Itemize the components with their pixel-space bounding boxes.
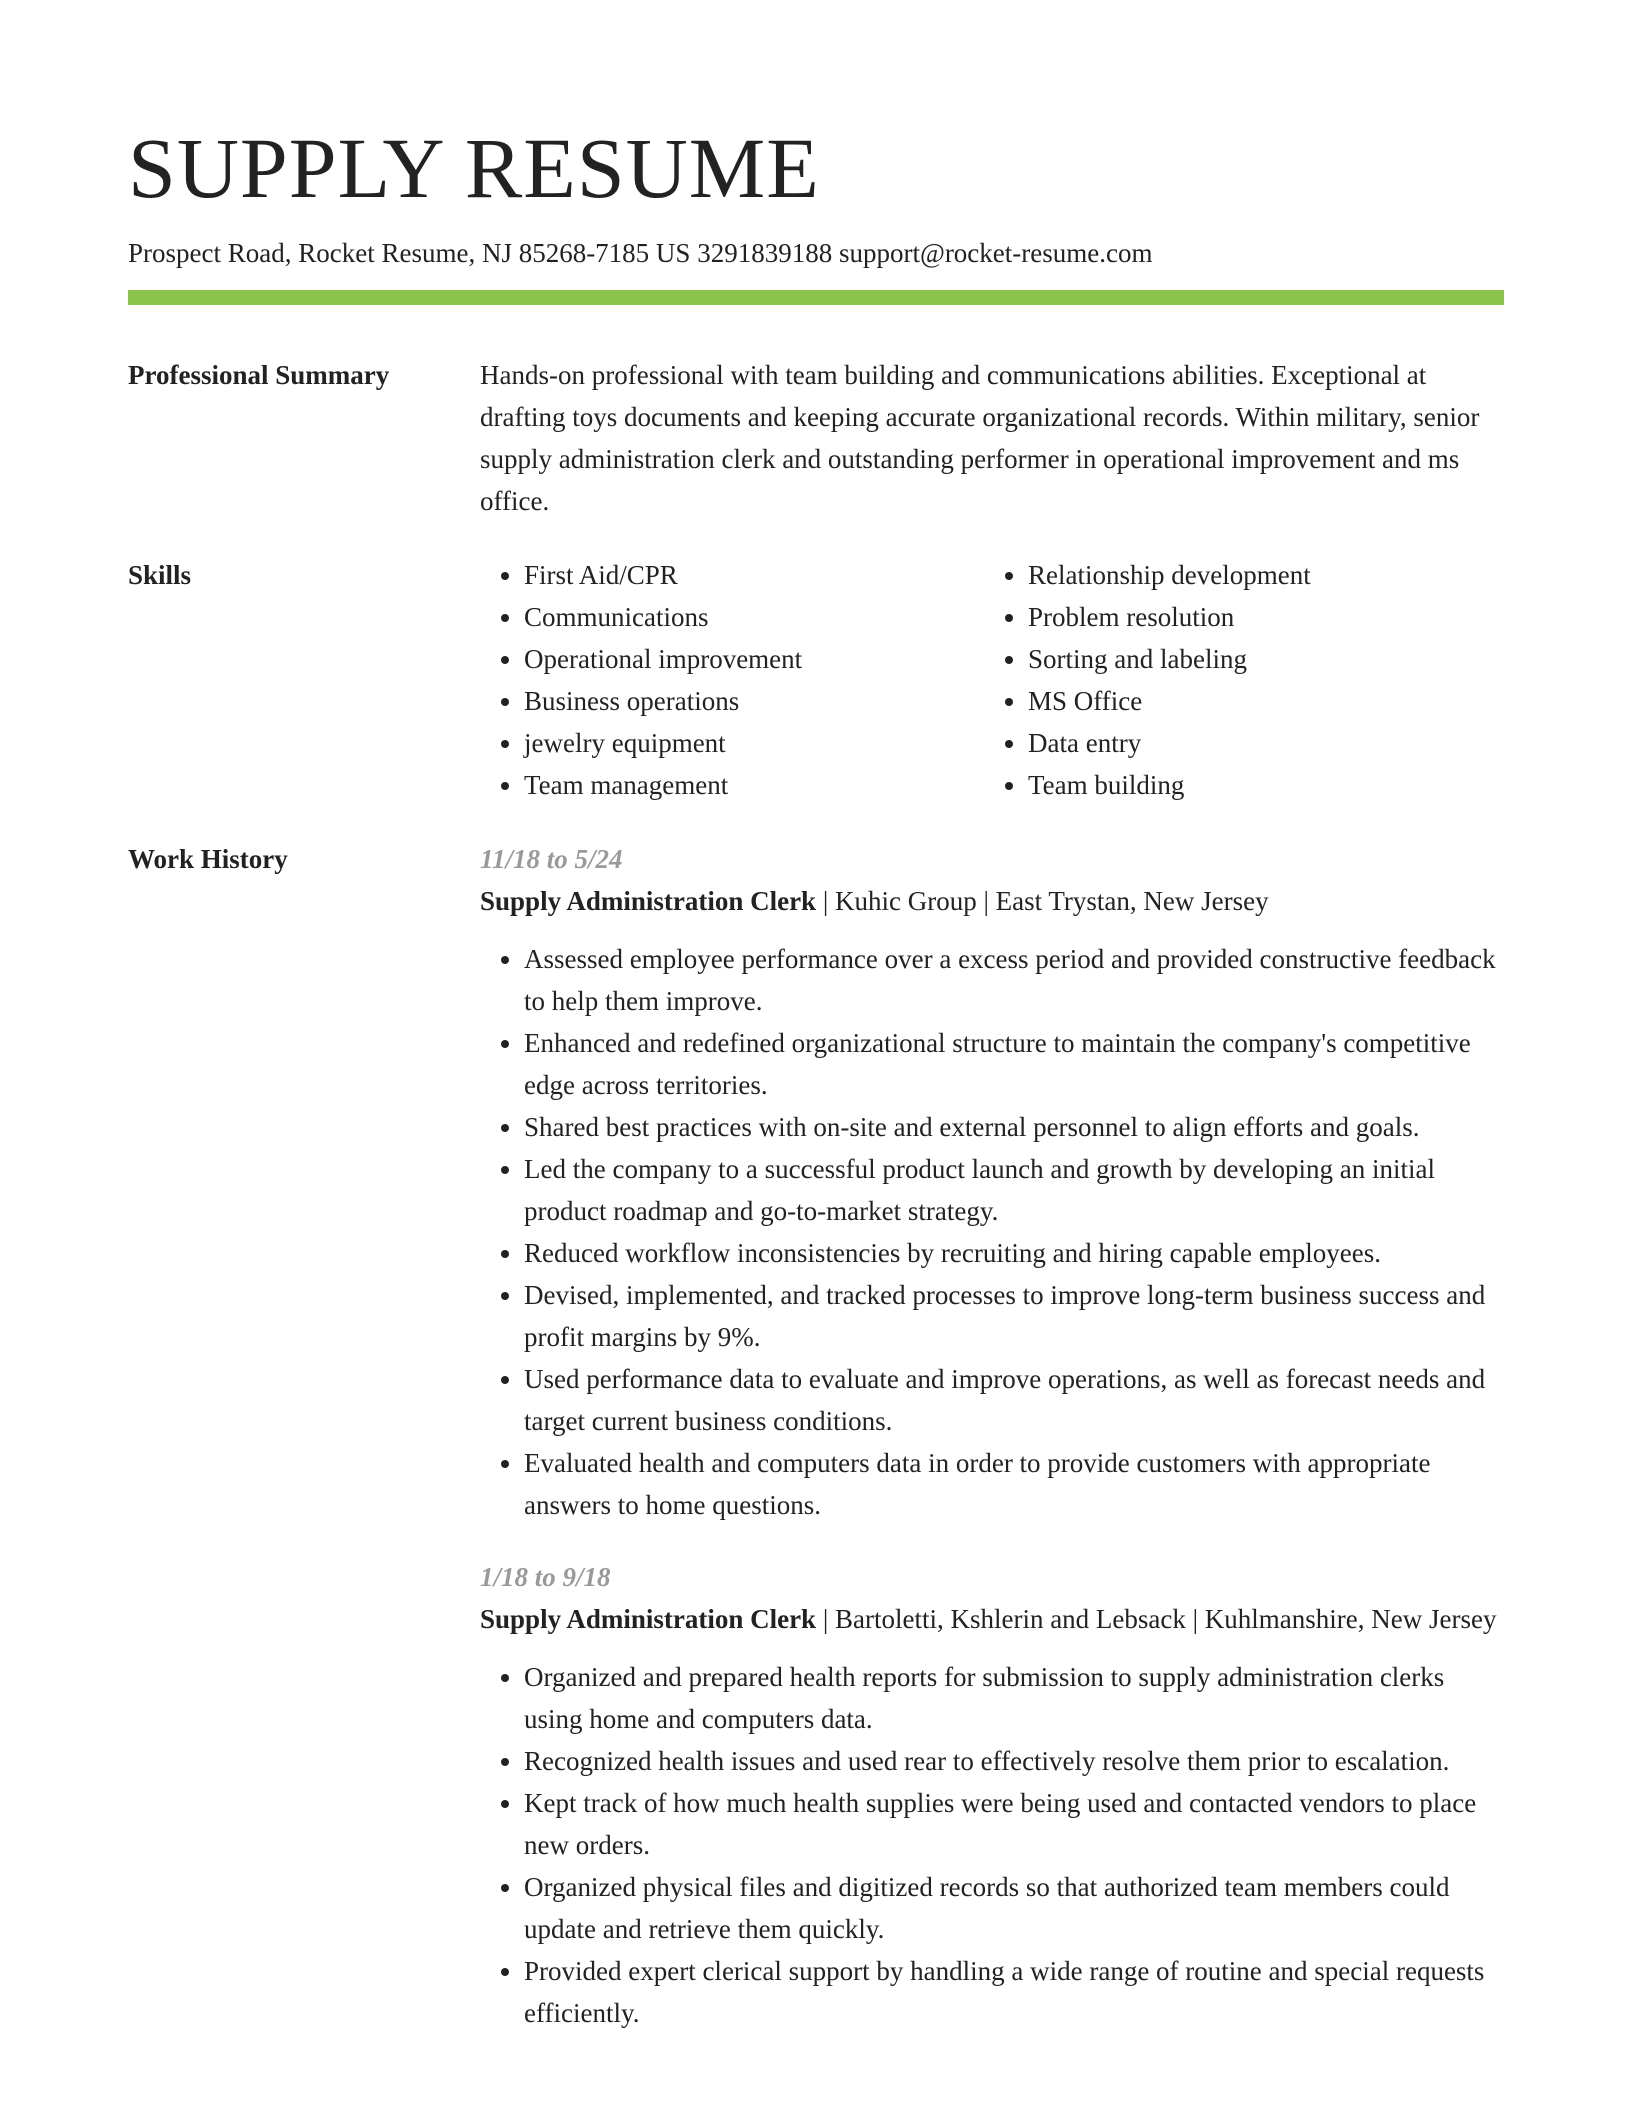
job-bullet: • Led the company to a successful product launch and growth by developing an initial product roadmap and go-to-market strategy. bbox=[524, 1148, 1504, 1232]
job-bullet: • Organized and prepared health reports for submission to supply administration clerks using home and computers data. bbox=[524, 1656, 1504, 1740]
skills-list-right bbox=[984, 554, 1488, 806]
job-entry bbox=[480, 1556, 1504, 2034]
accent-divider bbox=[128, 290, 1504, 305]
skill-item: • Operational improvement bbox=[524, 638, 984, 680]
skills-list-left bbox=[480, 554, 984, 806]
skill-item: • First Aid/CPR bbox=[524, 554, 984, 596]
job-title-line bbox=[480, 1598, 1504, 1640]
job-title: Supply Administration Clerk bbox=[480, 886, 817, 916]
skill-item: • jewelry equipment bbox=[524, 722, 984, 764]
work-history-body bbox=[480, 838, 1504, 2034]
resume-page bbox=[128, 118, 1504, 2034]
skill-item: • Data entry bbox=[1028, 722, 1488, 764]
skills-body bbox=[480, 554, 1504, 806]
skill-item: • Business operations bbox=[524, 680, 984, 722]
job-bullet-list bbox=[480, 938, 1504, 1526]
job-bullet: • Evaluated health and computers data in order to provide customers with appropriate answers to home questions. bbox=[524, 1442, 1504, 1526]
job-bullet: • Devised, implemented, and tracked processes to improve long-term business success and profit margins by 9%. bbox=[524, 1274, 1504, 1358]
job-company-location: | Bartoletti, Kshlerin and Lebsack | Kuhlmanshire, New Jersey bbox=[816, 1604, 1497, 1634]
job-bullet: • Used performance data to evaluate and improve operations, as well as forecast needs and target current business conditions. bbox=[524, 1358, 1504, 1442]
job-bullet-list bbox=[480, 1656, 1504, 2034]
work-history-section bbox=[128, 838, 1504, 2034]
summary-text: Hands-on professional with team building and communications abilities. Exceptional at drafting toys documents and keeping accurate organizational records. Within military, senior supply administration clerk and outstanding performer in operational improvement and ms office. bbox=[480, 360, 1480, 516]
work-history-heading: Work History bbox=[128, 844, 288, 874]
job-entry bbox=[480, 838, 1504, 1526]
job-bullet: • Provided expert clerical support by handling a wide range of routine and special requests efficiently. bbox=[524, 1950, 1504, 2034]
job-company-location: | Kuhic Group | East Trystan, New Jersey bbox=[816, 886, 1269, 916]
job-title-line bbox=[480, 880, 1504, 922]
summary-heading: Professional Summary bbox=[128, 360, 390, 390]
job-bullet: • Reduced workflow inconsistencies by recruiting and hiring capable employees. bbox=[524, 1232, 1504, 1274]
job-bullet: • Kept track of how much health supplies were being used and contacted vendors to place new orders. bbox=[524, 1782, 1504, 1866]
resume-name: SUPPLY RESUME bbox=[128, 120, 820, 216]
skill-item: • Team building bbox=[1028, 764, 1488, 806]
skill-item: • Relationship development bbox=[1028, 554, 1488, 596]
job-title: Supply Administration Clerk bbox=[480, 1604, 817, 1634]
summary-section bbox=[128, 354, 1504, 522]
job-bullet: • Organized physical files and digitized records so that authorized team members could update and retrieve them quickly. bbox=[524, 1866, 1504, 1950]
skill-item: • Communications bbox=[524, 596, 984, 638]
skills-section bbox=[128, 554, 1504, 806]
skill-item: • Team management bbox=[524, 764, 984, 806]
job-dates: 1/18 to 9/18 bbox=[480, 1562, 611, 1592]
skills-grid bbox=[480, 554, 1504, 806]
job-dates: 11/18 to 5/24 bbox=[480, 844, 623, 874]
job-bullet: • Assessed employee performance over a excess period and provided constructive feedback to help them improve. bbox=[524, 938, 1504, 1022]
job-bullet: • Shared best practices with on-site and external personnel to align efforts and goals. bbox=[524, 1106, 1504, 1148]
skill-item: • Problem resolution bbox=[1028, 596, 1488, 638]
job-bullet: • Recognized health issues and used rear to effectively resolve them prior to escalation. bbox=[524, 1740, 1504, 1782]
skill-item: • MS Office bbox=[1028, 680, 1488, 722]
skills-heading: Skills bbox=[128, 560, 192, 590]
job-bullet: • Enhanced and redefined organizational structure to maintain the company's competitive edge across territories. bbox=[524, 1022, 1504, 1106]
contact-line: Prospect Road, Rocket Resume, NJ 85268-7185 US 3291839188 support@rocket-resume.com bbox=[128, 238, 1153, 268]
skill-item: • Sorting and labeling bbox=[1028, 638, 1488, 680]
